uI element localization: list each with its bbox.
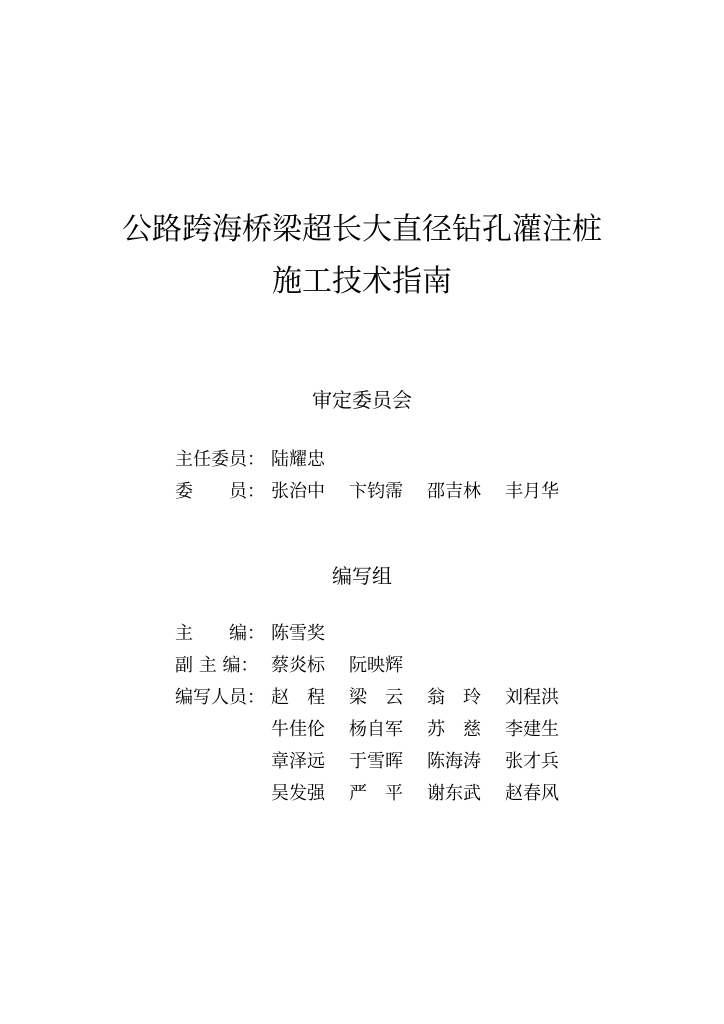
person-name: 丰月华: [505, 481, 559, 502]
person-name: 蔡炎标: [271, 655, 325, 676]
person-name: 牛佳伦: [271, 719, 325, 740]
writers-names: [271, 780, 583, 808]
deputy-editors-label: 副 主 编：: [175, 655, 259, 676]
chair-names: [271, 446, 345, 474]
person-name: 赵春风: [505, 783, 559, 804]
review-committee-heading: 审定委员会: [312, 388, 412, 412]
writers-names: [271, 716, 583, 744]
person-name: 张才兵: [505, 751, 559, 772]
person-name: 阮映辉: [349, 655, 403, 676]
members-names: [271, 478, 583, 506]
document-title-line-1: 公路跨海桥梁超长大直径钻孔灌注桩: [122, 212, 602, 247]
person-name: 翁 玲: [427, 687, 481, 708]
chair-label: 主任委员：: [175, 449, 265, 470]
writing-group-heading: 编写组: [332, 564, 392, 588]
person-name: 邵吉林: [427, 481, 481, 502]
members-label: 委 员：: [175, 481, 265, 502]
person-name: 陈雪奖: [271, 623, 325, 644]
person-name: 吴发强: [271, 783, 325, 804]
person-name: 章泽远: [271, 751, 325, 772]
person-name: 陆耀忠: [271, 449, 325, 470]
person-name: 严 平: [349, 783, 403, 804]
person-name: 杨自军: [349, 719, 403, 740]
writers-names: [271, 684, 583, 712]
chief-editor-names: [271, 620, 345, 648]
person-name: 张治中: [271, 481, 325, 502]
deputy-editors-names: [271, 652, 427, 680]
person-name: 于雪晖: [349, 751, 403, 772]
person-name: 梁 云: [349, 687, 403, 708]
person-name: 谢东武: [427, 783, 481, 804]
writers-label: 编写人员：: [175, 687, 265, 708]
chief-editor-label: 主 编：: [175, 623, 265, 644]
person-name: 刘程洪: [505, 687, 559, 708]
person-name: 李建生: [505, 719, 559, 740]
person-name: 卞钧霈: [349, 481, 403, 502]
person-name: 苏 慈: [427, 719, 481, 740]
document-title-line-2: 施工技术指南: [272, 264, 452, 299]
person-name: 赵 程: [271, 687, 325, 708]
writers-names: [271, 748, 583, 776]
person-name: 陈海涛: [427, 751, 481, 772]
